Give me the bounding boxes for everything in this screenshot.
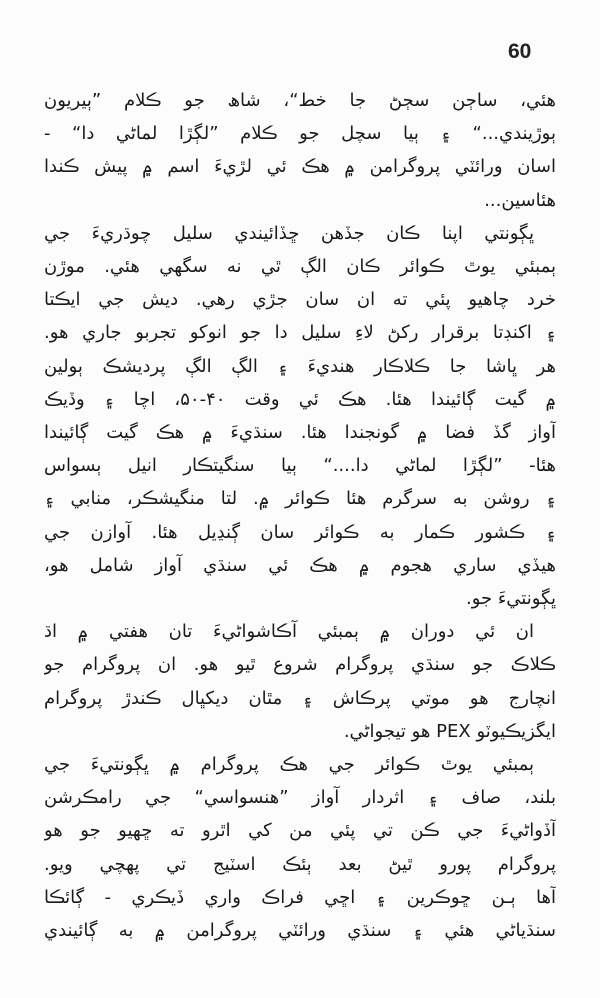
text-line: ۾ گيت ڳائيندا ھئا. ھڪ ئي وقت ۴۰-۵۰، اچا ۽ وڏيڪ [44,388,556,410]
text-line: بلند، صاف ۽ اثردار آواز ”ھنسواسي“ جي رامڪرشن [44,787,556,809]
text-line: سنڌياڻي ھئي ۽ سنڌي ورائٽي پروگرامن ۾ به ڳائيندي [44,920,556,942]
text-line: آواز گڏ فضا ۾ گونجندا ھئا. سنڌيءَ ۾ ھڪ گيت ڳائيندا [44,422,556,444]
text-line: آڏواڻيءَ جي ڪن تي پئي من کي اٿرو ته ڇھيو جو ھو [44,820,556,842]
text-line: ٻمبئي يوٿ ڪوائر جي ھڪ پروگرام ۾ ڀڳونتيءَ جي [44,754,534,776]
text-line: ٻمبئي يوٿ ڪوائر ڪان الڳ ٿي نه سگھي ھئي. موڙن [44,256,556,278]
text-line: ۽ اکنڊتا برقرار رکڻ لاءِ سليل دا جو انوکو تجربو جاري ھو. [44,322,556,344]
text-line: ھئي، ساڄن سڄڻ جا خط“، شاھ جو ڪلام ”ٻيريون [44,90,556,111]
text-line: ھر ڀاشا جا ڪلاڪار ھنديءَ ۽ الڳ الڳ پرديشڪ ٻولين [44,355,556,377]
page-number: 60 [508,40,532,63]
text-line: آھا ٻـن ڇوڪرين ۽ اڇي فراڪ واري ڏيڪري - ڳائڪا [44,886,556,908]
text-line: ايگزيڪيوٽو PEX ھو تيجواڻي. [343,720,556,742]
text-line: انچارج ھو موتي پرڪاش ۽ مٿان ديکڀال ڪندڙ پروگرام [44,687,556,709]
text-line: ڀڳونتي اپنا ڪان جڏھن ڇڏائيندي سليل چوڌريءَ جي [44,222,534,244]
text-line: ھئاسين... [484,189,556,211]
text-line: ان ئي دوران ۾ ٻمبئي آڪاشواڻيءَ تان ھفتي ۾ اڌ [44,621,534,643]
text-line: ھئا- ”لڳڙا لماڻي دا....“ ٻيا سنگيتڪار انيل ٻسواس [44,455,556,477]
text-line: ھيڏي ساري ھجوم ۾ ھڪ ئي سنڌي آواز شامل ھو، [44,554,556,576]
text-line: ۽ ڪشور ڪمار به ڪوائر سان ڳنڍيل ھئا. آوازن جي [44,521,556,543]
text-line: ڀڳونتيءَ جو. [465,588,556,610]
text-line: ڪلاڪ جو سنڌي پروگرام شروع ٿيو ھو. ان پروگرام جو [44,654,556,676]
body-text [44,84,556,947]
text-line: ۽ روشن به سرگرم ھئا ڪوائر ۾. لتا منگيشڪر، منابي ۽ [44,488,556,510]
text-line: خرد چاھيو پئي ته ان سان جڙي رھي. ديش جي ايڪتا [44,289,556,311]
text-line: ٻوڙيندي...“ ۽ ٻيا سچل جو ڪلام ”لڳڙا لماڻي دا“ - [44,123,556,145]
text-line: اسان ورائٽي پروگرامن ۾ ھڪ ئي لڙيءَ اسم ۾ پيش ڪندا [44,156,556,178]
text-line: پروگرام پورو ٿيڻ بعد ٻئڪ اسٽيج تي پھچي ويو. [44,853,556,875]
